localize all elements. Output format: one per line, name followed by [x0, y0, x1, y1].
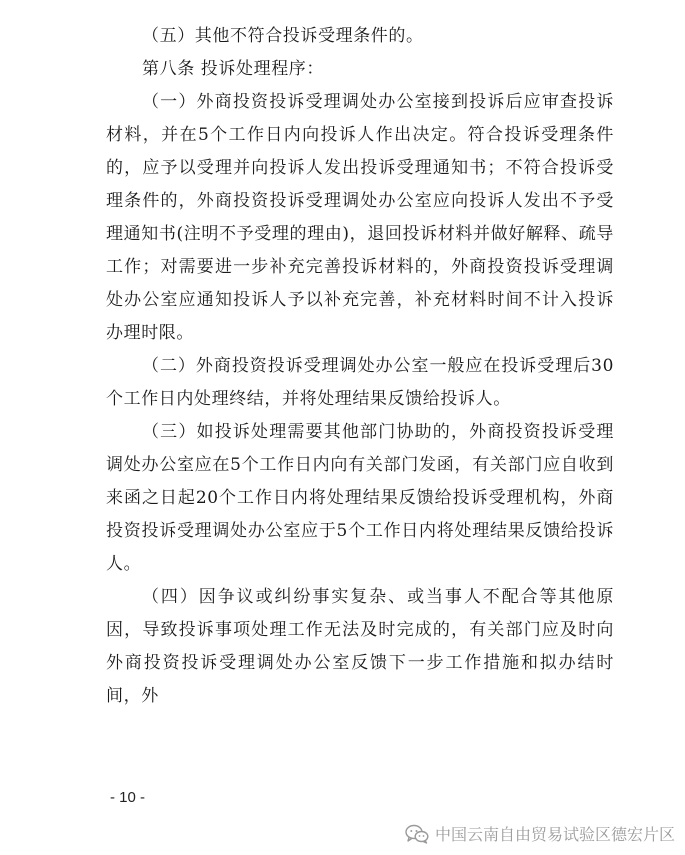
paragraph-step-4: （四）因争议或纠纷事实复杂、或当事人不配合等其他原因，导致投诉事项处理工作无法及时完成的，有关部门应及时向外商投资投诉受理调处办公室反馈下一步工作措施和拟办结时间，外 — [106, 587, 614, 706]
document-body — [106, 20, 614, 713]
watermark — [405, 822, 675, 845]
paragraph-step-3: （三）如投诉处理需要其他部门协助的，外商投资投诉受理调处办公室应在5个工作日内向有关部门发函，有关部门应自收到来函之日起20个工作日内将处理结果反馈给投诉受理机构，外商投资投诉受理调处办公室应于5个工作日内将处理结果反馈给投诉人。 — [106, 422, 614, 574]
paragraph-item-5: （五）其他不符合投诉受理条件的。 — [142, 26, 424, 46]
paragraph-step-1: （一）外商投资投诉受理调处办公室接到投诉后应审查投诉材料，并在5个工作日内向投诉人作出决定。符合投诉受理条件的，应予以受理并向投诉人发出投诉受理通知书；不符合投诉受理条件的，外商投资投诉受理调处办公室应向投诉人发出不予受理通知书(注明不予受理的理由)，退回投诉材料并做好解释、疏导工作；对需要进一步补充完善投诉材料的，外商投资投诉受理调处办公室应通知投诉人予以补充完善，补充材料时间不计入投诉办理时限。 — [106, 92, 614, 343]
article-8-heading: 第八条 投诉处理程序： — [142, 59, 325, 79]
watermark-text: 中国云南自由贸易试验区德宏片区 — [434, 825, 675, 844]
wechat-icon — [405, 824, 429, 844]
page-number: - 10 - — [110, 789, 146, 806]
paragraph-step-2: （二）外商投资投诉受理调处办公室一般应在投诉受理后30个工作日内处理终结，并将处理结果反馈给投诉人。 — [106, 356, 614, 409]
